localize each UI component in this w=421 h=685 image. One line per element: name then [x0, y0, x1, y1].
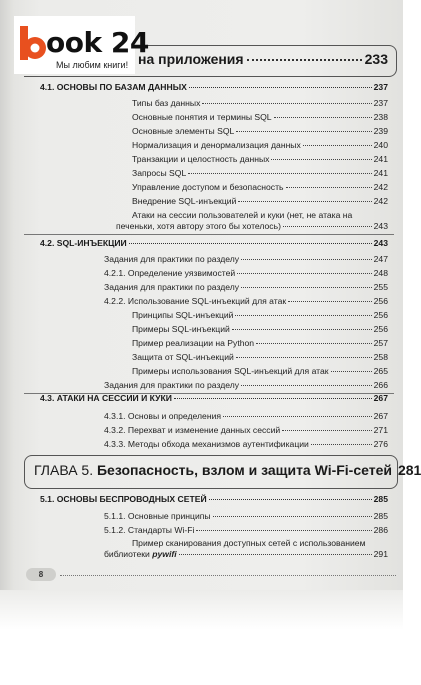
entry-page: 240 [373, 140, 388, 150]
leader-dots [247, 59, 362, 61]
chapter-5-title: Безопасность, взлом и защита Wi-Fi-сетей [93, 462, 392, 478]
entry-label: Основные понятия и термины SQL [132, 112, 272, 122]
entry-label: Задания для практики по разделу [104, 254, 240, 264]
entry-label: Основные элементы SQL [132, 126, 235, 136]
leader-dots [331, 371, 372, 372]
entry-page: 241 [373, 168, 388, 178]
entry-page: 242 [373, 196, 388, 206]
toc-entry[interactable] [104, 525, 388, 537]
leader-dots [288, 301, 372, 302]
entry-label: 5.1.1. Основные принципы [104, 511, 211, 521]
toc-entry[interactable] [132, 140, 388, 152]
leader-dots [311, 444, 372, 445]
leader-dots [274, 117, 372, 118]
leader-dots [223, 416, 372, 417]
toc-entry[interactable] [104, 296, 388, 308]
entry-label: Нормализация и денормализация данных [132, 140, 301, 150]
toc-entry-multiline[interactable] [104, 538, 388, 560]
chapter-4-title: на приложения [138, 51, 244, 67]
entry-page: 247 [373, 254, 388, 264]
leader-dots [241, 287, 372, 288]
toc-entry[interactable] [132, 366, 388, 378]
leader-dots [236, 357, 372, 358]
entry-label: Примеры SQL-инъекций [132, 324, 230, 334]
entry-page: 241 [373, 154, 388, 164]
section-page: 285 [373, 494, 388, 504]
leader-dots [236, 131, 371, 132]
leader-dots [286, 187, 372, 188]
toc-entry[interactable] [132, 98, 388, 110]
entry-page: 271 [373, 425, 388, 435]
footer-dotted-line [60, 575, 396, 576]
leader-dots [303, 145, 372, 146]
toc-entry[interactable] [104, 439, 388, 451]
leader-dots [241, 259, 372, 260]
toc-entry[interactable] [132, 112, 388, 124]
entry-page: 265 [373, 366, 388, 376]
entry-page: 256 [373, 310, 388, 320]
entry-page: 266 [373, 380, 388, 390]
section-4-2-heading[interactable] [40, 238, 388, 250]
section-title: 4.2. SQL-ИНЪЕКЦИИ [40, 238, 127, 248]
entry-label: 4.3.3. Методы обхода механизмов аутентификации [104, 439, 309, 449]
entry-page: 285 [373, 511, 388, 521]
toc-entry[interactable] [132, 324, 388, 336]
entry-label: Управление доступом и безопасность [132, 182, 284, 192]
entry-page: 267 [373, 411, 388, 421]
entry-label: Пример реализации на Python [132, 338, 255, 348]
leader-dots [283, 226, 372, 227]
toc-entry[interactable] [132, 196, 388, 208]
toc-entry[interactable] [104, 425, 388, 437]
leader-dots [256, 343, 372, 344]
leader-dots [232, 329, 372, 330]
toc-entry[interactable] [104, 380, 388, 392]
entry-label-line1: Пример сканирования доступных сетей с использованием [132, 538, 366, 548]
section-5-1-heading[interactable] [40, 494, 388, 506]
entry-page: 256 [373, 296, 388, 306]
entry-label-emphasis: pywifi [152, 549, 177, 559]
entry-label: 4.2.1. Определение уязвимостей [104, 268, 236, 278]
entry-page: 237 [373, 98, 388, 108]
toc-entry[interactable] [132, 168, 388, 180]
entry-page: 238 [373, 112, 388, 122]
logo-b-icon [18, 26, 48, 60]
entry-label: Запросы SQL [132, 168, 187, 178]
entry-label: Задания для практики по разделу [104, 282, 240, 292]
entry-label: 4.2.2. Использование SQL-инъекций для атак [104, 296, 287, 306]
entry-page: 242 [373, 182, 388, 192]
entry-label: Внедрение SQL-инъекций [132, 196, 237, 206]
leader-dots [179, 554, 372, 555]
leader-dots [174, 398, 372, 399]
toc-entry[interactable] [104, 254, 388, 266]
toc-entry[interactable] [104, 268, 388, 280]
section-title: 5.1. ОСНОВЫ БЕСПРОВОДНЫХ СЕТЕЙ [40, 494, 207, 504]
leader-dots [189, 87, 372, 88]
entry-label: Примеры использования SQL-инъекций для атак [132, 366, 329, 376]
leader-dots [202, 103, 371, 104]
leader-dots [241, 385, 372, 386]
toc-entry[interactable] [132, 182, 388, 194]
entry-page: 286 [373, 525, 388, 535]
logo-tagline: Мы любим книги! [56, 60, 129, 70]
entry-page: 239 [373, 126, 388, 136]
entry-page: 248 [373, 268, 388, 278]
leader-dots [235, 315, 371, 316]
toc-entry[interactable] [132, 338, 388, 350]
section-page: 243 [373, 238, 388, 248]
toc-entry[interactable] [104, 282, 388, 294]
page-shadow [0, 590, 403, 630]
entry-label: 5.1.2. Стандарты Wi-Fi [104, 525, 195, 535]
entry-page: 256 [373, 324, 388, 334]
toc-entry[interactable] [104, 411, 388, 423]
toc-entry-multiline[interactable] [116, 210, 388, 232]
section-divider [24, 234, 394, 235]
chapter-5-page: 281 [397, 462, 421, 478]
entry-page: 258 [373, 352, 388, 362]
entry-page: 243 [373, 221, 388, 231]
entry-label: Принципы SQL-инъекций [132, 310, 234, 320]
toc-entry[interactable] [132, 310, 388, 322]
section-title: 4.3. АТАКИ НА СЕССИИ И КУКИ [40, 393, 172, 403]
section-page: 237 [373, 82, 388, 92]
page-number: 8 [26, 568, 56, 581]
entry-page: 257 [373, 338, 388, 348]
leader-dots [209, 499, 372, 500]
entry-label: Типы баз данных [132, 98, 201, 108]
chapter-5-entry[interactable] [34, 462, 421, 478]
entry-label: 4.3.2. Перехват и изменение данных сессий [104, 425, 281, 435]
section-page: 267 [373, 393, 388, 403]
entry-label: Защита от SQL-инъекций [132, 352, 234, 362]
entry-label-line2: библиотеки [104, 549, 153, 559]
entry-label: Транзакции и целостность данных [132, 154, 270, 164]
leader-dots [196, 530, 371, 531]
toc-entry[interactable] [104, 511, 388, 523]
chapter-4-page: 233 [364, 51, 388, 67]
leader-dots [237, 273, 371, 274]
chapter-4-entry[interactable] [138, 51, 388, 67]
leader-dots [188, 173, 371, 174]
entry-page: 255 [373, 282, 388, 292]
toc-entry[interactable] [132, 154, 388, 166]
entry-label-line1: Атаки на сессии пользователей и куки (нет, не атака на [132, 210, 353, 220]
section-4-1-heading[interactable] [40, 82, 388, 94]
entry-label: Задания для практики по разделу [104, 380, 240, 390]
leader-dots [213, 516, 372, 517]
leader-dots [129, 243, 372, 244]
section-title: 4.1. ОСНОВЫ ПО БАЗАМ ДАННЫХ [40, 82, 187, 92]
toc-entry[interactable] [132, 352, 388, 364]
leader-dots [282, 430, 371, 431]
chapter-5-prefix: ГЛАВА 5. [34, 462, 94, 478]
book24-logo[interactable] [14, 16, 149, 74]
leader-dots [238, 201, 371, 202]
entry-page: 291 [373, 549, 388, 559]
entry-label-line2: печеньки, хотя автору этого бы хотелось) [116, 221, 281, 231]
leader-dots [271, 159, 371, 160]
toc-entry[interactable] [132, 126, 388, 138]
logo-text: ook 24 [46, 26, 149, 59]
entry-page: 276 [373, 439, 388, 449]
entry-label: 4.3.1. Основы и определения [104, 411, 222, 421]
section-4-3-heading[interactable] [40, 393, 388, 405]
